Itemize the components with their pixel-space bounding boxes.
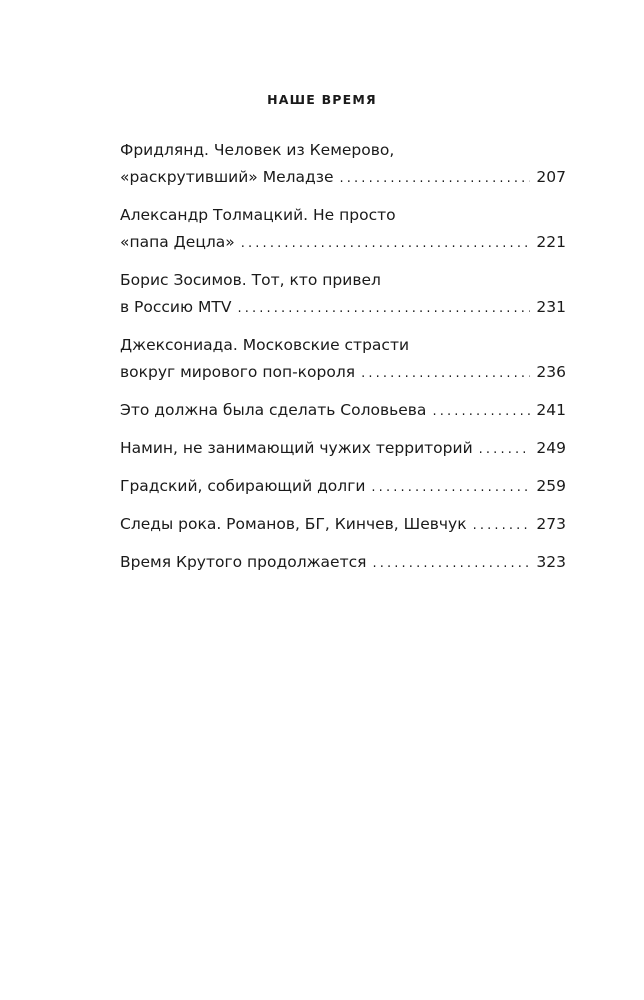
dot-leader <box>473 512 531 539</box>
toc-entry-title-line2: в Россию MTV <box>120 298 232 316</box>
dot-leader <box>479 436 531 463</box>
page-number: 221 <box>536 233 566 251</box>
dot-leader <box>372 550 530 577</box>
toc-entry-title-line1: Борис Зосимов. Тот, кто привел <box>120 271 381 289</box>
toc-entry-last-line <box>120 397 566 425</box>
toc-entry <box>120 137 566 192</box>
toc-entry <box>120 332 566 387</box>
toc-entry-title: Намин, не занимающий чужих территорий <box>120 439 473 457</box>
toc-entry-title-line1: Александр Толмацкий. Не просто <box>120 206 396 224</box>
dot-leader <box>432 398 530 425</box>
toc-entry-title-line2: «раскрутивший» Меладзе <box>120 168 334 186</box>
dot-leader <box>241 230 531 257</box>
dot-leader <box>371 474 530 501</box>
page-number: 323 <box>536 553 566 571</box>
toc-entry-title: Следы рока. Романов, БГ, Кинчев, Шевчук <box>120 515 467 533</box>
page-number: 249 <box>536 439 566 457</box>
page-number: 207 <box>536 168 566 186</box>
page-number: 273 <box>536 515 566 533</box>
toc-entry <box>120 397 566 425</box>
toc-entry-title-line1: Фридлянд. Человек из Кемерово, <box>120 141 395 159</box>
dot-leader <box>340 165 531 192</box>
dot-leader <box>361 360 530 387</box>
toc-entry-title: Время Крутого продолжается <box>120 553 367 571</box>
toc-entry-last-line <box>120 549 566 577</box>
page-number: 236 <box>536 363 566 381</box>
toc-entry <box>120 202 566 257</box>
page-number: 241 <box>536 401 566 419</box>
toc-entry-last-line <box>120 435 566 463</box>
toc-entry-last-line <box>120 511 566 539</box>
dot-leader <box>237 295 530 322</box>
toc-entry-title-line1: Джексониада. Московские страсти <box>120 336 410 354</box>
table-of-contents <box>120 137 566 587</box>
toc-entry <box>120 473 566 501</box>
toc-entry <box>120 549 566 577</box>
toc-entry-title: Градский, собирающий долги <box>120 477 366 495</box>
toc-entry-title: Это должна была сделать Соловьева <box>120 401 427 419</box>
toc-entry-title-line2: «папа Децла» <box>120 233 235 251</box>
toc-entry <box>120 435 566 463</box>
page-number: 259 <box>536 477 566 495</box>
toc-entry-last-line <box>120 294 566 322</box>
toc-entry-title-line2: вокруг мирового поп-короля <box>120 363 356 381</box>
toc-entry-last-line <box>120 473 566 501</box>
toc-entry-last-line <box>120 359 566 387</box>
toc-entry-last-line <box>120 229 566 257</box>
page-number: 231 <box>536 298 566 316</box>
section-title: НАШЕ ВРЕМЯ <box>267 92 377 107</box>
toc-entry <box>120 267 566 322</box>
toc-entry-last-line <box>120 164 566 192</box>
toc-entry <box>120 511 566 539</box>
